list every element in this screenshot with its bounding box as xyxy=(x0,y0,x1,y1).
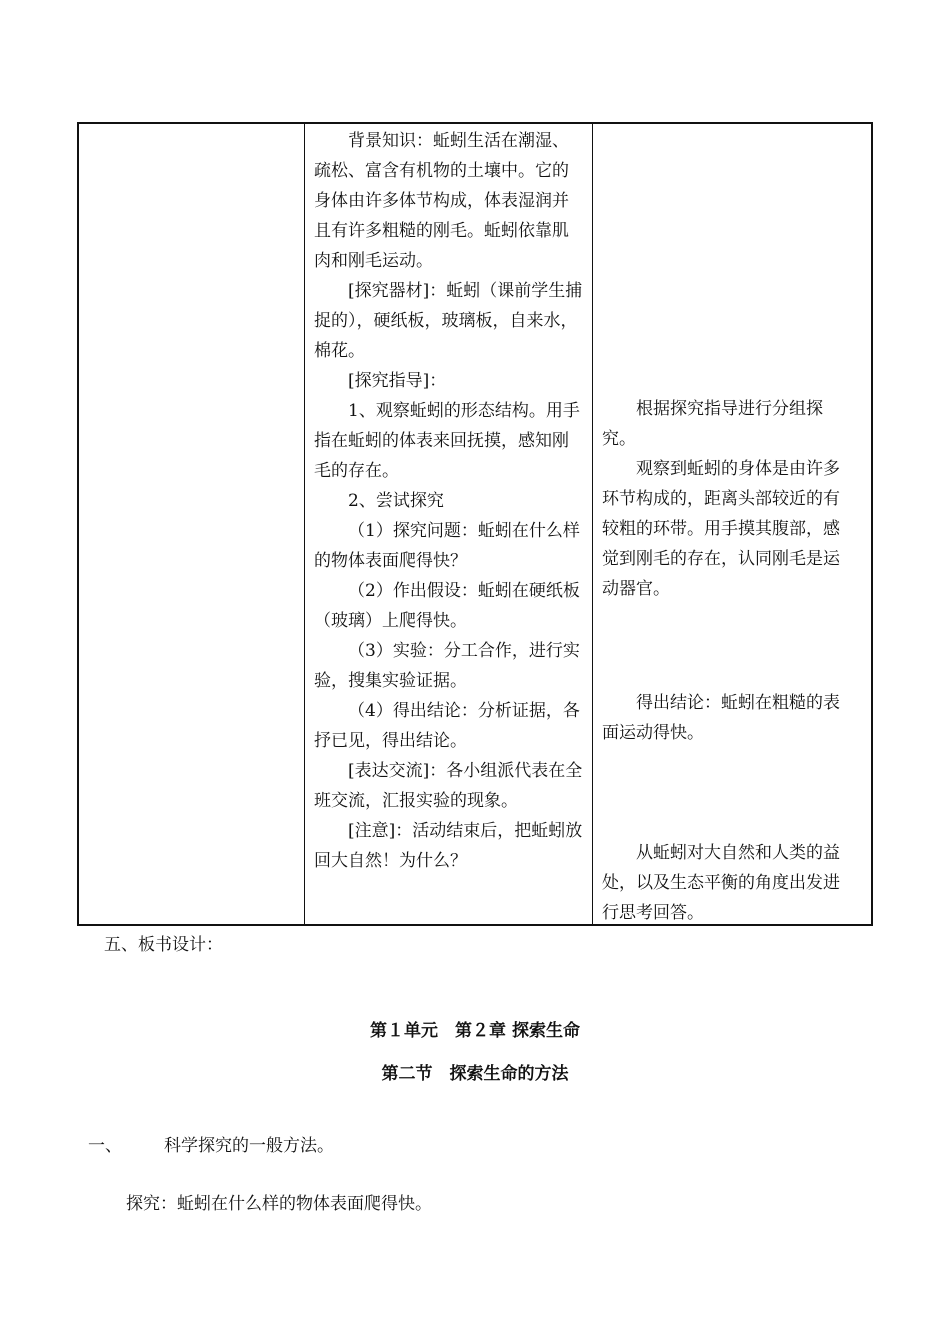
guidance-step-2-1: （1）探究问题：蚯蚓在什么样的物体表面爬得快？ xyxy=(314,521,580,571)
guidance-step-2: 2、尝试探究 xyxy=(348,491,444,511)
student-conclusion: 得出结论：蚯蚓在粗糙的表面运动得快。 xyxy=(602,693,840,743)
table-column-teacher-activity xyxy=(304,124,593,924)
student-block-conclusion xyxy=(602,688,855,748)
guidance-step-2-2: （2）作出假设：蚯蚓在硬纸板（玻璃）上爬得快。 xyxy=(314,581,580,631)
teacher-activity-text xyxy=(314,126,584,876)
materials: [探究器材]：蚯蚓（课前学生捕捉的），硬纸板，玻璃板，自来水，棉花。 xyxy=(314,281,583,361)
student-observation: 观察到蚯蚓的身体是由许多环节构成的，距离头部较近的有较粗的环带。用手摸其腹部，感觉到刚毛的存在，认同刚毛是运动器官。 xyxy=(602,459,840,599)
heading-section: 第二节 探索生命的方法 xyxy=(381,1064,569,1084)
board-design-label: 五、板书设计： xyxy=(104,935,223,955)
section-one-text: 科学探究的一般方法。 xyxy=(164,1136,334,1156)
student-block-answer xyxy=(602,838,855,928)
table-column-student-activity xyxy=(592,124,871,924)
lesson-table xyxy=(77,122,873,926)
expression-exchange: [表达交流]：各小组派代表在全班交流，汇报实验的现象。 xyxy=(314,761,583,811)
guidance-step-2-4: （4）得出结论：分析证据，各抒已见，得出结论。 xyxy=(314,701,580,751)
student-explore-group: 根据探究指导进行分组探究。 xyxy=(602,399,823,449)
guidance-step-1: 1、观察蚯蚓的形态结构。用手指在蚯蚓的体表来回抚摸，感知刚毛的存在。 xyxy=(314,401,580,481)
table-column-left xyxy=(79,124,305,924)
explore-line: 探究：蚯蚓在什么样的物体表面爬得快。 xyxy=(126,1194,432,1214)
attention-note: [注意]：活动结束后，把蚯蚓放回大自然！为什么？ xyxy=(314,821,583,871)
guidance-step-2-3: （3）实验：分工合作，进行实验，搜集实验证据。 xyxy=(314,641,580,691)
heading-unit: 第１单元 第２章 探索生命 xyxy=(370,1021,580,1041)
section-one-number: 一、 xyxy=(88,1136,122,1156)
student-block-explore xyxy=(602,394,855,604)
background-knowledge: 背景知识：蚯蚓生活在潮湿、疏松、富含有机物的土壤中。它的身体由许多体节构成，体表湿润并且有许多粗糙的刚毛。蚯蚓依靠肌肉和刚毛运动。 xyxy=(314,131,569,271)
student-answer: 从蚯蚓对大自然和人类的益处，以及生态平衡的角度出发进行思考回答。 xyxy=(602,843,840,923)
guidance-heading: [探究指导]： xyxy=(348,371,447,391)
